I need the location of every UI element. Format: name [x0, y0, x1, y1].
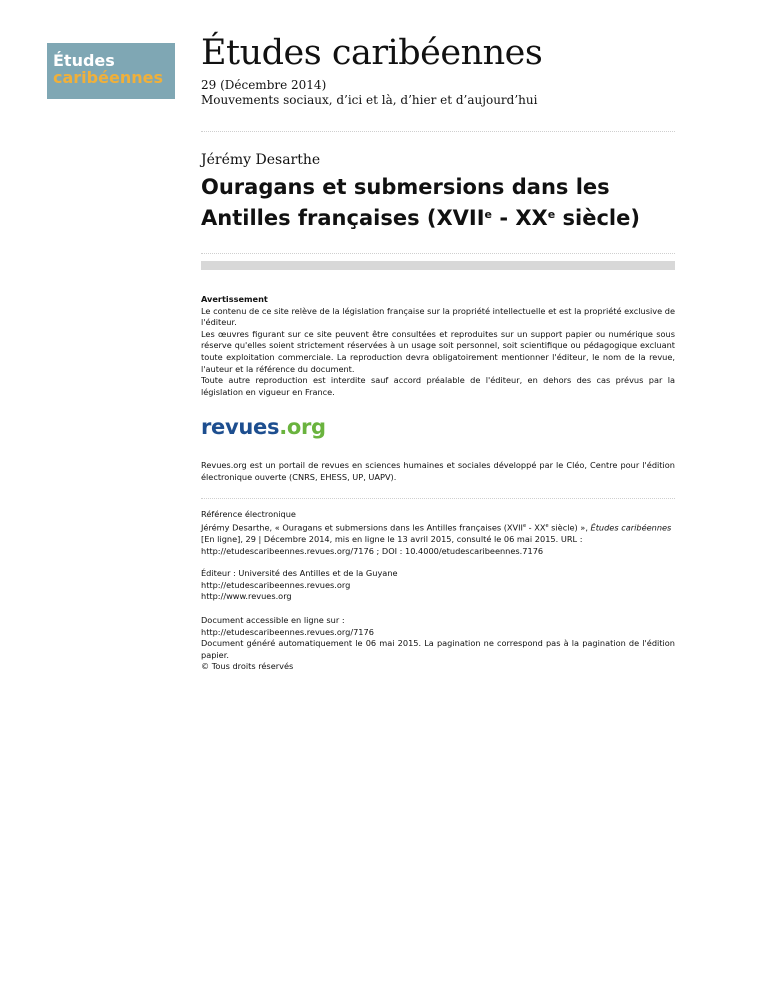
logo-line-2: caribéennes [53, 68, 163, 87]
electronic-reference [201, 509, 675, 557]
gray-bar [201, 261, 675, 270]
issue-info [201, 78, 537, 108]
revues-logo-part2: .org [279, 415, 326, 439]
editor-info [201, 568, 675, 603]
notice-paragraph: Les œuvres figurant sur ce site peuvent être consultées et reproduites sur un support papier ou numérique sous réserve qu'elles soient strictement réservées à un usage soit personnel, soit scientifique ou pédagogique excluant toute exploitation commerciale. La reproduction devra obligatoirement mentionner l'éditeur, le nom de la revue, l'auteur et la référence du document. [201, 328, 675, 374]
portal-description: Revues.org est un portail de revues en sciences humaines et sociales développé par le Cléo, Centre pour l'édition électronique ouverte (CNRS, EHESS, UP, UAPV). [201, 460, 675, 482]
generated-note: Document généré automatiquement le 06 mai 2015. La pagination ne correspond pas à la pagination de l'édition papier. [201, 638, 675, 660]
reference-sup: e [545, 522, 549, 529]
access-link[interactable]: http://etudescaribeennes.revues.org/7176 [201, 626, 374, 637]
editor-journal-link[interactable]: http://etudescaribeennes.revues.org [201, 579, 351, 590]
issue-theme: Mouvements sociaux, d’ici et là, d’hier et d’aujourd’hui [201, 93, 538, 107]
divider [201, 498, 675, 499]
reference-part: [En ligne], 29 | Décembre 2014, mis en ligne le 13 avril 2015, consulté le 06 mai 2015. URL : http://etudescaribeennes.revues.org/7176 ; DOI : 10.4000/etudescaribeennes.7176 [201, 533, 583, 556]
divider [201, 253, 675, 254]
article-author: Jérémy Desarthe [201, 152, 321, 168]
warning-notice [201, 294, 675, 398]
title-sup: e [547, 208, 556, 221]
article-title [201, 172, 681, 234]
reference-sup: e [522, 522, 527, 529]
title-line-2 [201, 203, 681, 234]
notice-paragraph: Toute autre reproduction est interdite sauf accord préalable de l'éditeur, en dehors des cas prévus par la législation en vigueur en France. [201, 375, 675, 397]
reference-part: Jérémy Desarthe, « Ouragans et submersions dans les Antilles françaises (XVII [201, 522, 523, 533]
issue-number: 29 (Décembre 2014) [201, 78, 327, 92]
journal-title: Études caribéennes [201, 33, 543, 73]
revues-logo[interactable] [201, 415, 326, 439]
editor-revues-link[interactable]: http://www.revues.org [201, 591, 292, 602]
title-part: siècle) [555, 206, 640, 230]
title-part: - XX [492, 206, 548, 230]
title-line-1: Ouragans et submersions dans les [201, 175, 610, 199]
reference-text [201, 521, 675, 558]
access-heading: Document accessible en ligne sur : [201, 615, 345, 625]
editor-name: Éditeur : Université des Antilles et de la Guyane [201, 568, 398, 578]
reference-journal: Études caribéennes [590, 522, 672, 533]
access-info [201, 615, 675, 673]
revues-logo-part1: revues [201, 415, 280, 439]
divider [201, 131, 675, 132]
reference-part: siècle) », [548, 522, 591, 533]
title-part: Antilles françaises (XVII [201, 206, 485, 230]
notice-heading: Avertissement [201, 294, 268, 304]
reference-part: - XX [526, 522, 546, 533]
logo-line-1: Études [53, 51, 115, 70]
journal-logo [47, 43, 175, 99]
reference-heading: Référence électronique [201, 509, 296, 519]
title-sup: e [484, 208, 493, 221]
copyright: © Tous droits réservés [201, 661, 294, 672]
notice-paragraph: Le contenu de ce site relève de la législation française sur la propriété intellectuelle et est la propriété exclusive de l'éditeur. [201, 305, 675, 328]
